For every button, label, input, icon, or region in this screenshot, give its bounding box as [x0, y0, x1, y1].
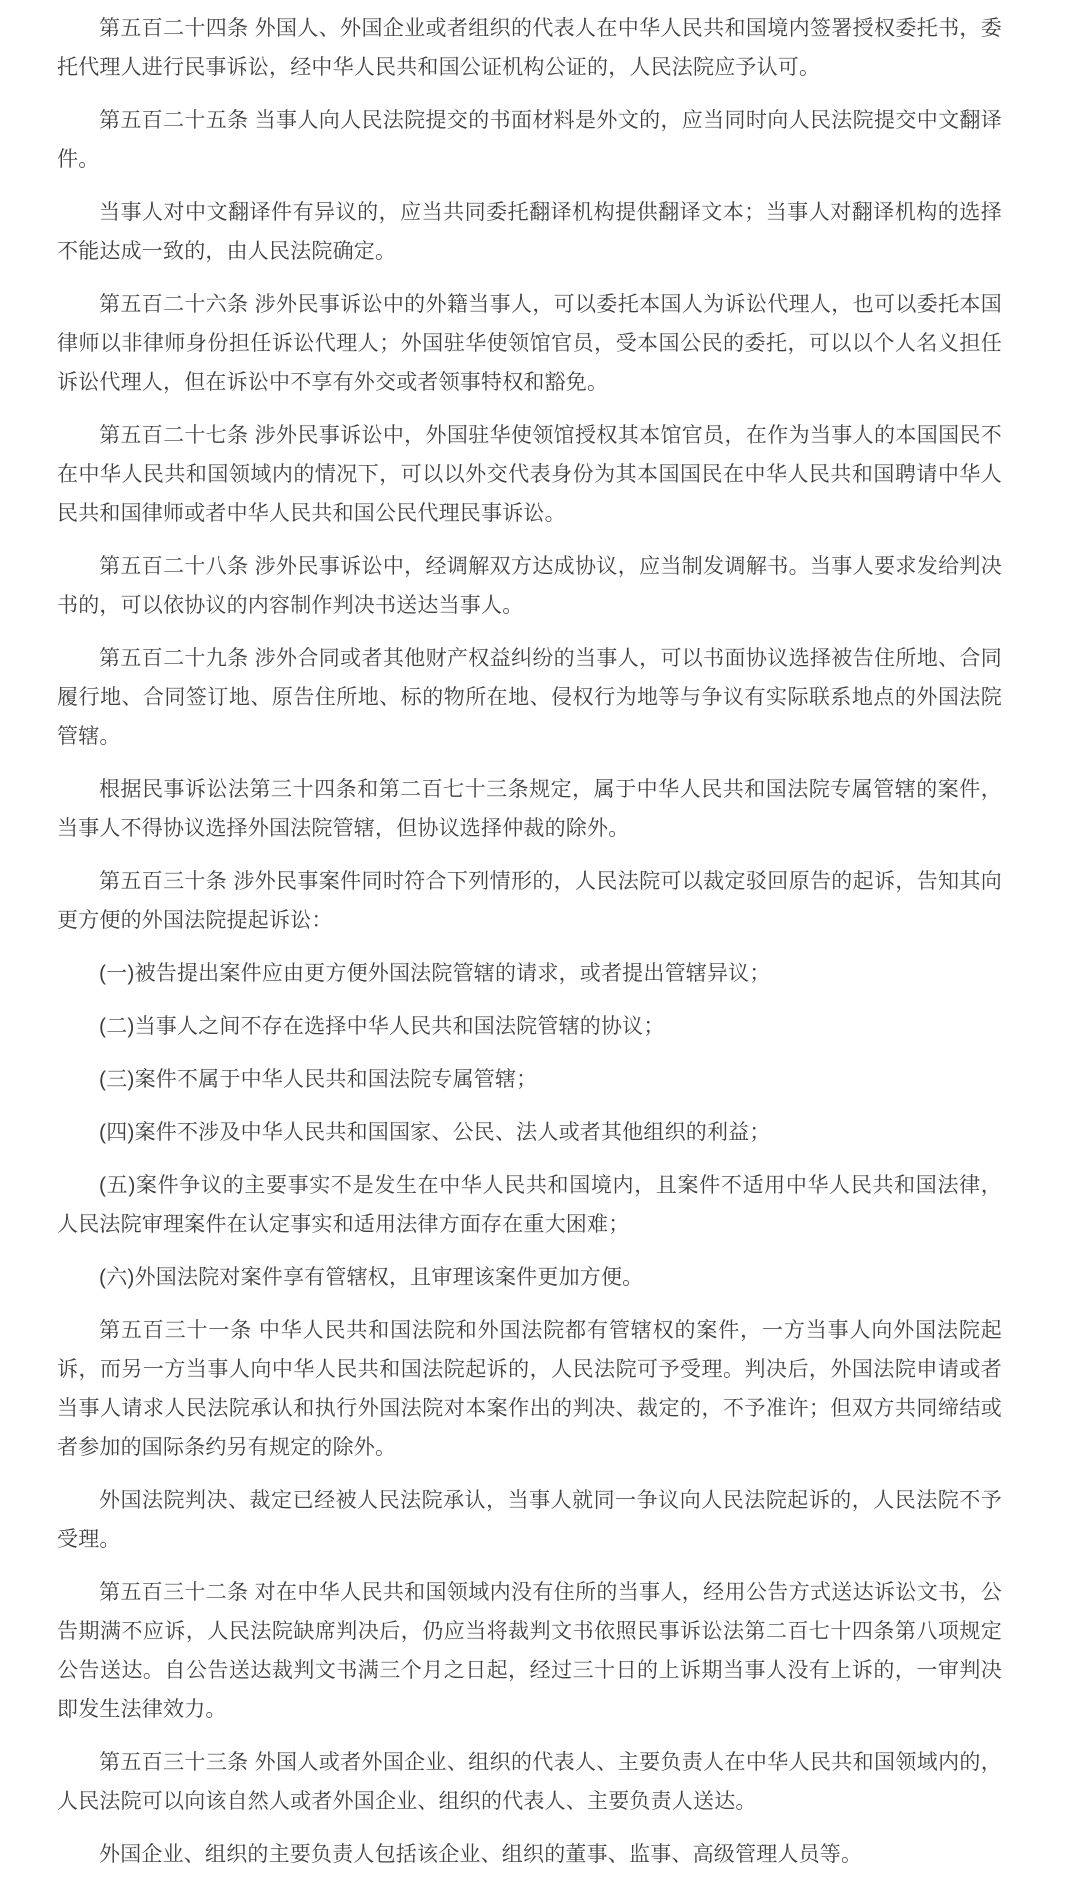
paragraph-article-530-item-4: (四)案件不涉及中华人民共和国国家、公民、法人或者其他组织的利益；: [99, 1121, 771, 1144]
paragraph-article-530-item-2: (二)当事人之间不存在选择中华人民共和国法院管辖的协议；: [99, 1015, 665, 1038]
paragraph-article-530-item-3: (三)案件不属于中华人民共和国法院专属管辖；: [99, 1068, 538, 1091]
paragraph-article-529-supplement: 根据民事诉讼法第三十四条和第二百七十三条规定，属于中华人民共和国法院专属管辖的案件，当事人不得协议选择外国法院管辖，但协议选择仲裁的除外。: [57, 778, 1002, 840]
legal-document-body: [57, 9, 1002, 1874]
paragraph-article-526: 第五百二十六条 涉外民事诉讼中的外籍当事人，可以委托本国人为诉讼代理人，也可以委托本国律师以非律师身份担任诉讼代理人；外国驻华使领馆官员，受本国公民的委托，可以以个人名义担任诉讼代理人，但在诉讼中不享有外交或者领事特权和豁免。: [57, 293, 1002, 394]
paragraph-article-533: 第五百三十三条 外国人或者外国企业、组织的代表人、主要负责人在中华人民共和国领域内的，人民法院可以向该自然人或者外国企业、组织的代表人、主要负责人送达。: [57, 1751, 1002, 1813]
paragraph-article-530: 第五百三十条 涉外民事案件同时符合下列情形的，人民法院可以裁定驳回原告的起诉，告知其向更方便的外国法院提起诉讼：: [57, 870, 1002, 932]
paragraph-article-532: 第五百三十二条 对在中华人民共和国领域内没有住所的当事人，经用公告方式送达诉讼文书，公告期满不应诉，人民法院缺席判决后，仍应当将裁判文书依照民事诉讼法第二百七十四条第八项规定公告送达。自公告送达裁判文书满三个月之日起，经过三十日的上诉期当事人没有上诉的，一审判决即发生法律效力。: [57, 1581, 1002, 1721]
paragraph-article-530-item-5: (五)案件争议的主要事实不是发生在中华人民共和国境内，且案件不适用中华人民共和国法律，人民法院审理案件在认定事实和适用法律方面存在重大困难；: [57, 1174, 1002, 1236]
paragraph-article-524: 第五百二十四条 外国人、外国企业或者组织的代表人在中华人民共和国境内签署授权委托书，委托代理人进行民事诉讼，经中华人民共和国公证机构公证的，人民法院应予认可。: [57, 17, 1002, 79]
paragraph-article-528: 第五百二十八条 涉外民事诉讼中，经调解双方达成协议，应当制发调解书。当事人要求发给判决书的，可以依协议的内容制作判决书送达当事人。: [57, 555, 1002, 617]
paragraph-article-530-item-6: (六)外国法院对案件享有管辖权，且审理该案件更加方便。: [99, 1266, 644, 1289]
paragraph-article-530-item-1: (一)被告提出案件应由更方便外国法院管辖的请求，或者提出管辖异议；: [99, 962, 771, 985]
paragraph-article-531-supplement: 外国法院判决、裁定已经被人民法院承认，当事人就同一争议向人民法院起诉的，人民法院不予受理。: [57, 1489, 1002, 1551]
paragraph-article-525: 第五百二十五条 当事人向人民法院提交的书面材料是外文的，应当同时向人民法院提交中文翻译件。: [57, 109, 1002, 171]
paragraph-article-527: 第五百二十七条 涉外民事诉讼中，外国驻华使领馆授权其本馆官员，在作为当事人的本国国民不在中华人民共和国领域内的情况下，可以以外交代表身份为其本国国民在中华人民共和国聘请中华人民共和国律师或者中华人民共和国公民代理民事诉讼。: [57, 424, 1002, 525]
paragraph-article-525-supplement: 当事人对中文翻译件有异议的，应当共同委托翻译机构提供翻译文本；当事人对翻译机构的选择不能达成一致的，由人民法院确定。: [57, 201, 1002, 263]
paragraph-article-531: 第五百三十一条 中华人民共和国法院和外国法院都有管辖权的案件，一方当事人向外国法院起诉，而另一方当事人向中华人民共和国法院起诉的，人民法院可予受理。判决后，外国法院申请或者当事人请求人民法院承认和执行外国法院对本案作出的判决、裁定的，不予准许；但双方共同缔结或者参加的国际条约另有规定的除外。: [57, 1319, 1002, 1459]
paragraph-article-529: 第五百二十九条 涉外合同或者其他财产权益纠纷的当事人，可以书面协议选择被告住所地、合同履行地、合同签订地、原告住所地、标的物所在地、侵权行为地等与争议有实际联系地点的外国法院管辖。: [57, 647, 1002, 748]
paragraph-article-533-supplement: 外国企业、组织的主要负责人包括该企业、组织的董事、监事、高级管理人员等。: [99, 1843, 863, 1866]
